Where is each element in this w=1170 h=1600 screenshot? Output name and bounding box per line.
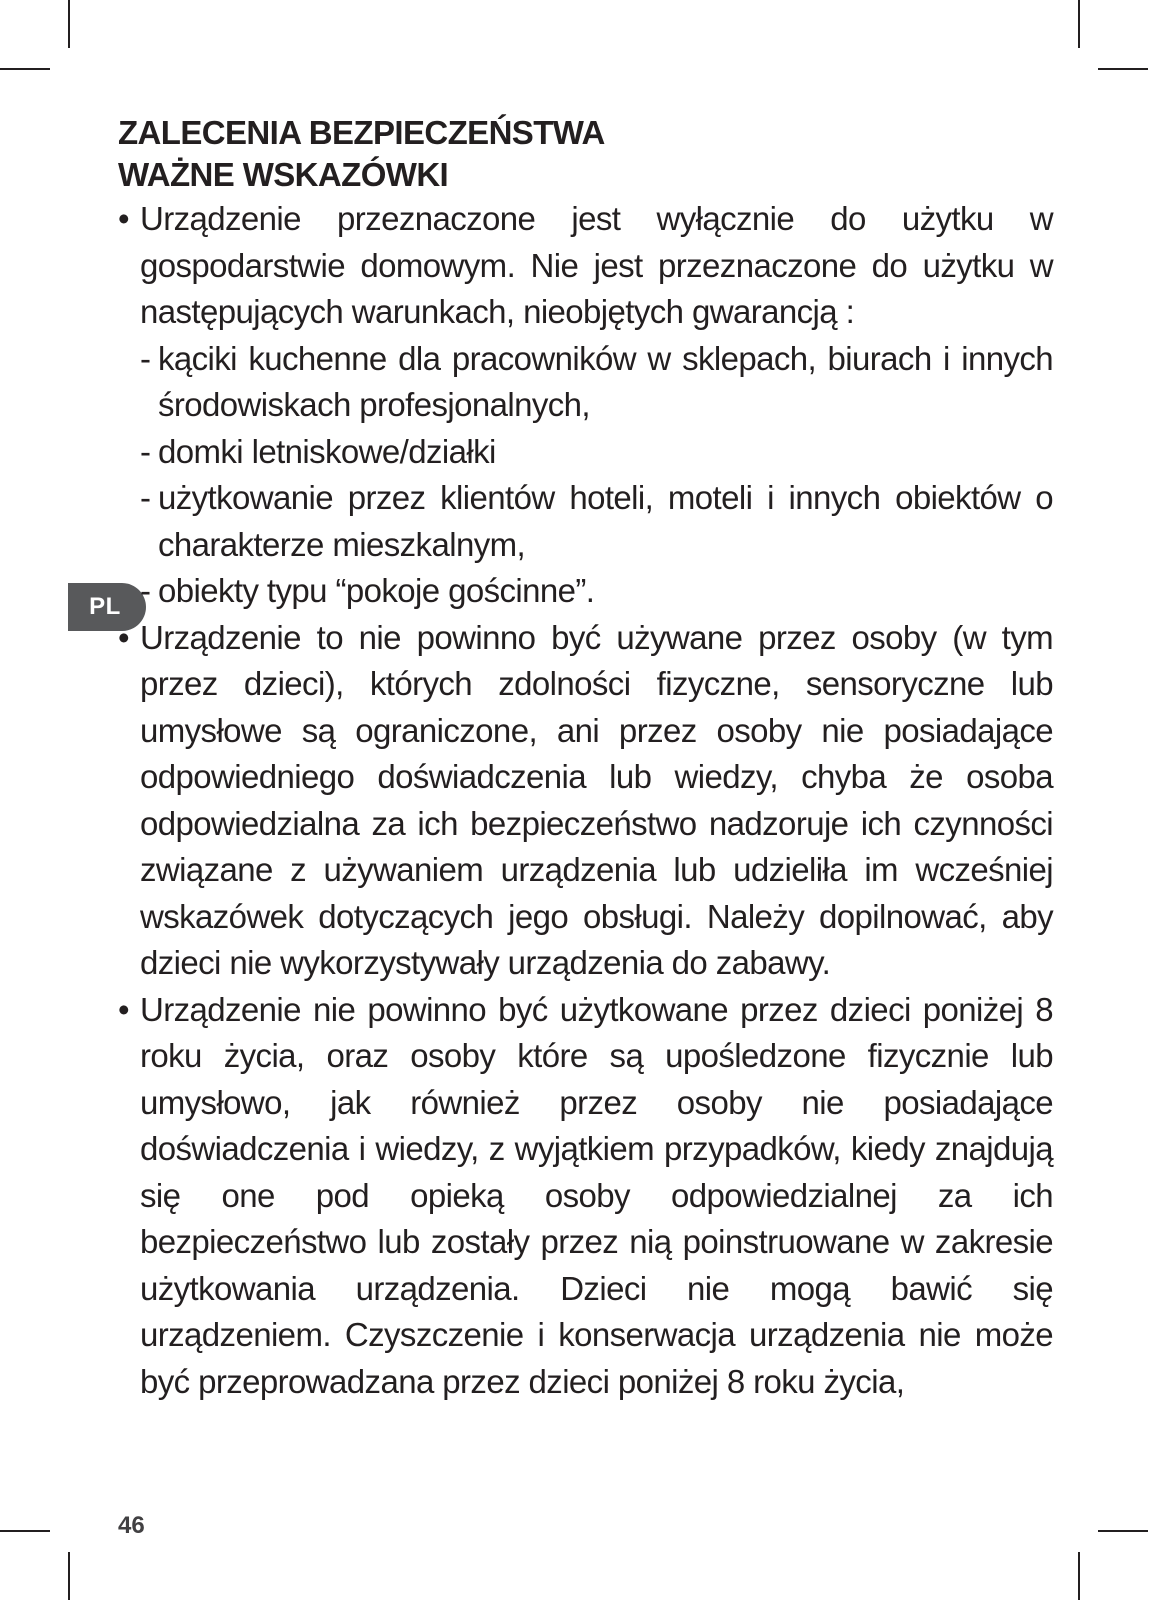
sub-item-guest-rooms: - obiekty typu “pokoje gościnne”. [118, 568, 1053, 615]
crop-mark-bottom-right-vertical [1078, 1552, 1080, 1600]
safety-instructions [118, 112, 1053, 1405]
crop-mark-bottom-left-vertical [68, 1552, 70, 1600]
section-title: ZALECENIA BEZPIECZEŃSTWA [118, 114, 605, 151]
page-number: 46 [118, 1512, 145, 1539]
section-subtitle: WAŻNE WSKAZÓWKI [118, 156, 449, 193]
crop-mark-top-right-vertical [1078, 0, 1080, 48]
crop-mark-top-left-horizontal [0, 68, 50, 70]
bullet-item-children-under-8: • Urządzenie nie powinno być użytkowane przez dzieci poniżej 8 roku życia, oraz osoby które są upośledzone fizycznie lub umysłowo, jak również przez osoby nie posiadające doświadczenia i wiedzy, z wyjątkiem przypadków, kiedy znajdują się one pod opieką osoby odpowiedzialnej za ich bezpieczeństwo lub zostały przez nią poinstruowane w zakresie użytkowania urządzenia. Dzieci nie mogą bawić się urządzeniem. Czyszczenie i konserwacja urządzenia nie może być przeprowadzana przez dzieci poniżej 8 roku życia, [118, 987, 1053, 1406]
bullet-item-restricted-persons: • Urządzenie to nie powinno być używane przez osoby (w tym przez dzieci), których zdolności fizyczne, sensoryczne lub umysłowe są ograniczone, ani przez osoby nie posiadające odpowiedniego doświadczenia lub wiedzy, chyba że osoba odpowiedzialna za ich bezpieczeństwo nadzoruje ich czynności związane z używaniem urządzenia lub udzieliła im wcześniej wskazówek dotyczących jego obsługi. Należy dopilnować, aby dzieci nie wykorzystywały urządzenia do zabawy. [118, 615, 1053, 987]
language-tab: PL [68, 583, 146, 631]
sub-item-staff-kitchens: - kąciki kuchenne dla pracowników w sklepach, biurach i innych środowiskach profesjonalnych, [118, 336, 1053, 429]
crop-mark-bottom-right-horizontal [1098, 1530, 1148, 1532]
crop-mark-bottom-left-horizontal [0, 1530, 50, 1532]
bullet-item-intended-use: • Urządzenie przeznaczone jest wyłącznie do użytku w gospodarstwie domowym. Nie jest przeznaczone do użytku w następujących warunkach, nieobjętych gwarancją : [118, 196, 1053, 336]
crop-mark-top-left-vertical [68, 0, 70, 48]
sub-item-holiday-homes: - domki letniskowe/działki [118, 429, 1053, 476]
sub-item-hotel-guests: - użytkowanie przez klientów hoteli, moteli i innych obiektów o charakterze mieszkalnym, [118, 475, 1053, 568]
crop-mark-top-right-horizontal [1098, 68, 1148, 70]
